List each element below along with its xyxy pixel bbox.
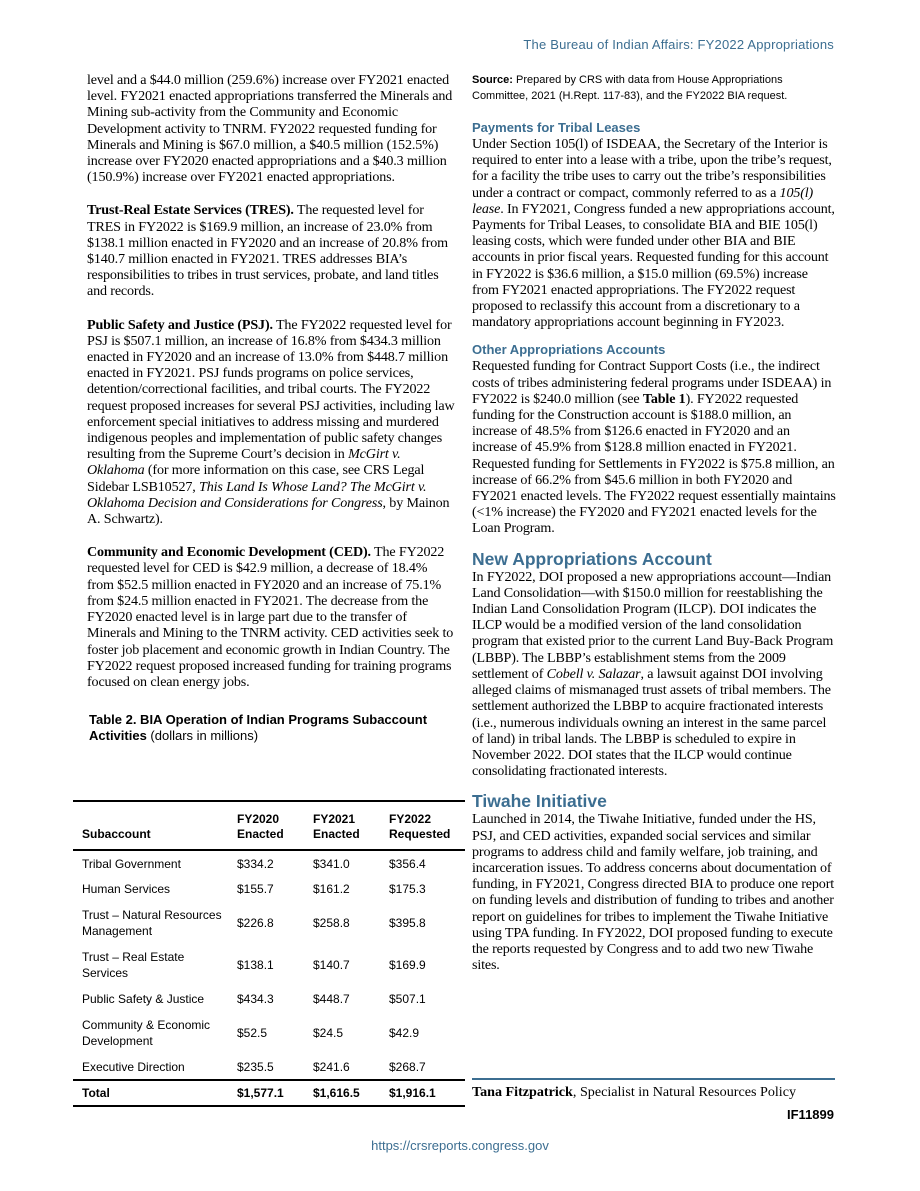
tres-body: The requested level for TRES in FY2022 is $169.9 million, an increase of 23.0% from $138.1 million enacted in FY2020 and an increase of 20.8% from $140.7 million enacted in FY2021. TRES addresses BIA’s responsibilities to tribes in trust services, probate, and land titles and records. — [87, 202, 448, 300]
cell-fy2021: $161.2 — [313, 882, 350, 896]
cell-subaccount: Public Safety & Justice — [82, 992, 205, 1006]
other-body-1: Requested funding for Contract Support Costs (i.e., the indirect costs of tribes administering federal programs under ISDEAA) in FY2022 is $240.0 million (see — [472, 358, 832, 407]
paragraph-tnrm-continued: level and a $44.0 million (259.6%) increase over FY2021 enacted level. FY2021 enacted appropriations transferred the Minerals and Mining sub-activity from the Community and Economic Development activity to TNRM. FY2022 requested funding for Minerals and Mining is $67.0 million, a $40.5 million (152.5%) increase over FY2020 enacted appropriations and a $40.3 million (150.9%) increase over FY2021 enacted appropriations. — [87, 72, 453, 186]
heading-new-appropriations-account: New Appropriations Account — [472, 548, 712, 569]
psj-sidebar-link[interactable]: This Land Is Whose Land? The McGirt v. Oklahoma Decision and Considerations for Congress — [87, 478, 427, 511]
paragraph-new-account — [472, 569, 836, 780]
cell-subaccount: Human Services — [82, 882, 171, 896]
psj-body-2: (for more information on this case, see CRS Legal Sidebar LSB10527, — [87, 462, 425, 495]
left-column — [87, 72, 457, 744]
paragraph-ced — [87, 544, 457, 690]
heading-payments-tribal-leases: Payments for Tribal Leases — [472, 120, 641, 135]
cell-subaccount: Community & Economic Development — [82, 1018, 211, 1048]
psj-body-1: The FY2022 requested level for PSJ is $507.1 million, an increase of 16.8% from $434.3 million enacted in FY2020 and an increase of 13.0% from $448.7 million enacted in FY2021. PSJ funds programs on police services, detention/correctional facilities, and tribal courts. The FY2022 request proposed increases for several PSJ activities, including law enforcement special initiatives to address missing and murdered indigenous peoples and implementation of public safety changes resulting from the Supreme Court’s decision in — [87, 316, 455, 463]
author-name: Tana Fitzpatrick — [472, 1084, 573, 1100]
table-caption-units: (dollars in millions) — [146, 728, 259, 744]
ced-body: The FY2022 requested level for CED is $42.9 million, a decrease of 18.4% from $52.5 million enacted in FY2020 and an increase of 75.1% from $24.5 million enacted in FY2021. The decrease from the FY2020 enacted level is in large part due to the transfer of Minerals and Mining to the TNRM activity. CED activities seek to foster job placement and economic growth in Indian Country. The FY2022 request proposed increased funding for training programs focused on clean energy jobs. — [87, 544, 454, 690]
table-row — [73, 1012, 465, 1054]
paragraph-other-accounts — [472, 358, 836, 536]
leases-body-1: Under Section 105(l) of ISDEAA, the Secretary of the Interior is required to enter into a lease with a tribe, upon the tribe’s request, for a facility the tribe uses to carry out the tribe’s responsibilities under a contract or compact, commonly referred to as a — [472, 136, 832, 201]
footer-url-link[interactable]: https://crsreports.congress.gov — [371, 1138, 549, 1153]
cell-fy2022: $42.9 — [389, 1026, 420, 1040]
table-row — [73, 986, 465, 1012]
new-case-name: Cobell v. Salazar — [546, 665, 641, 682]
heading-tiwahe-initiative: Tiwahe Initiative — [472, 791, 607, 812]
leases-term: 105(l) lease — [472, 184, 814, 217]
cell-fy2020: $138.1 — [237, 958, 274, 972]
paragraph-tres — [87, 202, 457, 299]
other-body-2: ). FY2022 requested funding for the Construction account is $188.0 million, an increase of 48.5% from $126.6 enacted in FY2020 and an increase of 45.9% from $128.8 million enacted in FY2021. Requested funding for Settlements in FY2022 is $75.8 million, an increase of 66.2% from $45.6 million in both FY2020 and FY2021 enacted levels. The FY2022 request essentially maintains (<1% increase) the FY2020 and FY2021 enacted levels for the Loan Program. — [472, 390, 836, 537]
psj-case-name: McGirt v. Oklahoma — [87, 446, 401, 479]
cell-fy2022: $169.9 — [389, 958, 426, 972]
paragraph-tiwahe: Launched in 2014, the Tiwahe Initiative, funded under the HS, PSJ, and CED activities, expanded social services and similar programs to address child and family welfare, job training, and incarceration issues. To address concerns about documentation of funding, in FY2021, Congress directed BIA to produce one report on funding levels and distribution of funding to tribes and another report on guidelines for tribes to implement the Tiwahe Initiative using TPA funding. In FY2022, DOI proposed funding to execute the reports requested by Congress and to add two new Tiwahe sites. — [472, 811, 835, 974]
cell-fy2022: $268.7 — [389, 1059, 426, 1074]
paragraph-tribal-leases — [472, 136, 836, 330]
leases-body-2: . In FY2021, Congress funded a new appropriations account, Payments for Tribal Leases, to consolidate BIA and BIE 105(l) leasing costs, which were funded under other BIA and BIE accounts in prior fiscal years. Requested funding for this account in FY2022 is $36.6 million, a $15.0 million (69.5%) increase from FY2021 enacted appropriations. The FY2022 request proposed to reclassify this account from a discretionary to a mandatory appropriations account beginning in FY2023. — [472, 200, 835, 331]
table-total-row — [73, 1080, 465, 1106]
table-header-row — [73, 801, 465, 850]
cell-fy2020: $155.7 — [237, 882, 274, 896]
cell-fy2022: $395.8 — [389, 916, 426, 930]
column-header-fy2021: FY2021 Enacted — [313, 812, 360, 841]
cell-fy2022: $507.1 — [389, 992, 426, 1006]
cell-fy2021: $448.7 — [313, 992, 350, 1006]
table-source-note — [472, 72, 836, 104]
psj-body-3: , by Mainon A. Schwartz). — [87, 494, 450, 528]
column-header-subaccount: Subaccount — [82, 827, 151, 841]
table-row — [73, 902, 465, 944]
psj-heading: Public Safety and Justice (PSJ). — [87, 316, 273, 333]
document-id: IF11899 — [787, 1107, 834, 1122]
cell-fy2020: $226.8 — [237, 916, 274, 930]
cell-fy2022: $356.4 — [389, 856, 426, 871]
cell-total-fy2022: $1,916.1 — [389, 1086, 436, 1100]
tres-heading: Trust-Real Estate Services (TRES). — [87, 202, 294, 219]
cell-total-fy2020: $1,577.1 — [237, 1086, 284, 1100]
header-title: The Bureau of Indian Affairs: FY2022 Appropriations — [523, 37, 834, 52]
cell-fy2020: $52.5 — [237, 1026, 268, 1040]
ced-heading: Community and Economic Development (CED). — [87, 544, 371, 561]
cell-fy2020: $235.5 — [237, 1059, 274, 1074]
table-caption-title: Table 2. BIA Operation of Indian Programs Subaccount Activities — [89, 712, 428, 744]
cell-fy2021: $140.7 — [313, 958, 350, 972]
cell-fy2020: $334.2 — [237, 856, 274, 871]
cell-total-fy2021: $1,616.5 — [313, 1086, 360, 1100]
cell-subaccount: Tribal Government — [82, 856, 181, 871]
table-caption — [89, 712, 457, 744]
cell-subaccount: Trust – Natural Resources Management — [82, 908, 222, 938]
column-header-fy2020: FY2020 Enacted — [237, 812, 284, 841]
new-body-1: In FY2022, DOI proposed a new appropriations account—Indian Land Consolidation—with $150.0 million for reestablishing the Indian Land Consolidation Program (ILCP). DOI indicates the ILCP would be a modified version of the land consolidation program that existed prior to the current Land Buy-Back Program (LBBP). The LBBP’s establishment stems from the 2009 settlement of — [472, 568, 834, 682]
cell-subaccount: Executive Direction — [82, 1059, 185, 1074]
table-1-reference[interactable]: Table 1 — [642, 390, 686, 407]
table-row — [73, 1054, 465, 1080]
cell-fy2021: $241.6 — [313, 1059, 350, 1074]
source-label: Source: — [472, 74, 513, 86]
table-row — [73, 850, 465, 876]
cell-fy2022: $175.3 — [389, 882, 426, 896]
author-divider — [472, 1078, 835, 1080]
cell-total-label: Total — [82, 1086, 110, 1100]
author-line — [472, 1084, 796, 1101]
author-role: , Specialist in Natural Resources Policy — [572, 1084, 796, 1100]
table-row — [73, 876, 465, 902]
column-header-fy2022: FY2022 Requested — [389, 812, 451, 841]
heading-other-accounts: Other Appropriations Accounts — [472, 342, 666, 358]
cell-fy2021: $341.0 — [313, 856, 350, 871]
new-body-2: , a lawsuit against DOI involving alleged claims of mismanaged trust assets of tribal members. The settlement authorized the LBBP to acquire fractionated interests (i.e., numerous individuals owning an interest in the same parcel of land) in tribal lands. The LBBP is scheduled to expire in November 2022. DOI states that the ILCP would continue consolidating fractionated interests. — [472, 665, 831, 780]
source-text: Prepared by CRS with data from House Appropriations Committee, 2021 (H.Rept. 117-83), and the FY2022 BIA request. — [472, 74, 788, 102]
cell-fy2021: $24.5 — [313, 1026, 344, 1040]
cell-subaccount: Trust – Real Estate Services — [82, 950, 185, 980]
right-column — [472, 72, 836, 990]
paragraph-psj — [87, 317, 457, 528]
bia-subaccount-table — [73, 800, 465, 1107]
table-row — [73, 944, 465, 986]
cell-fy2021: $258.8 — [313, 916, 350, 930]
cell-fy2020: $434.3 — [237, 992, 274, 1006]
